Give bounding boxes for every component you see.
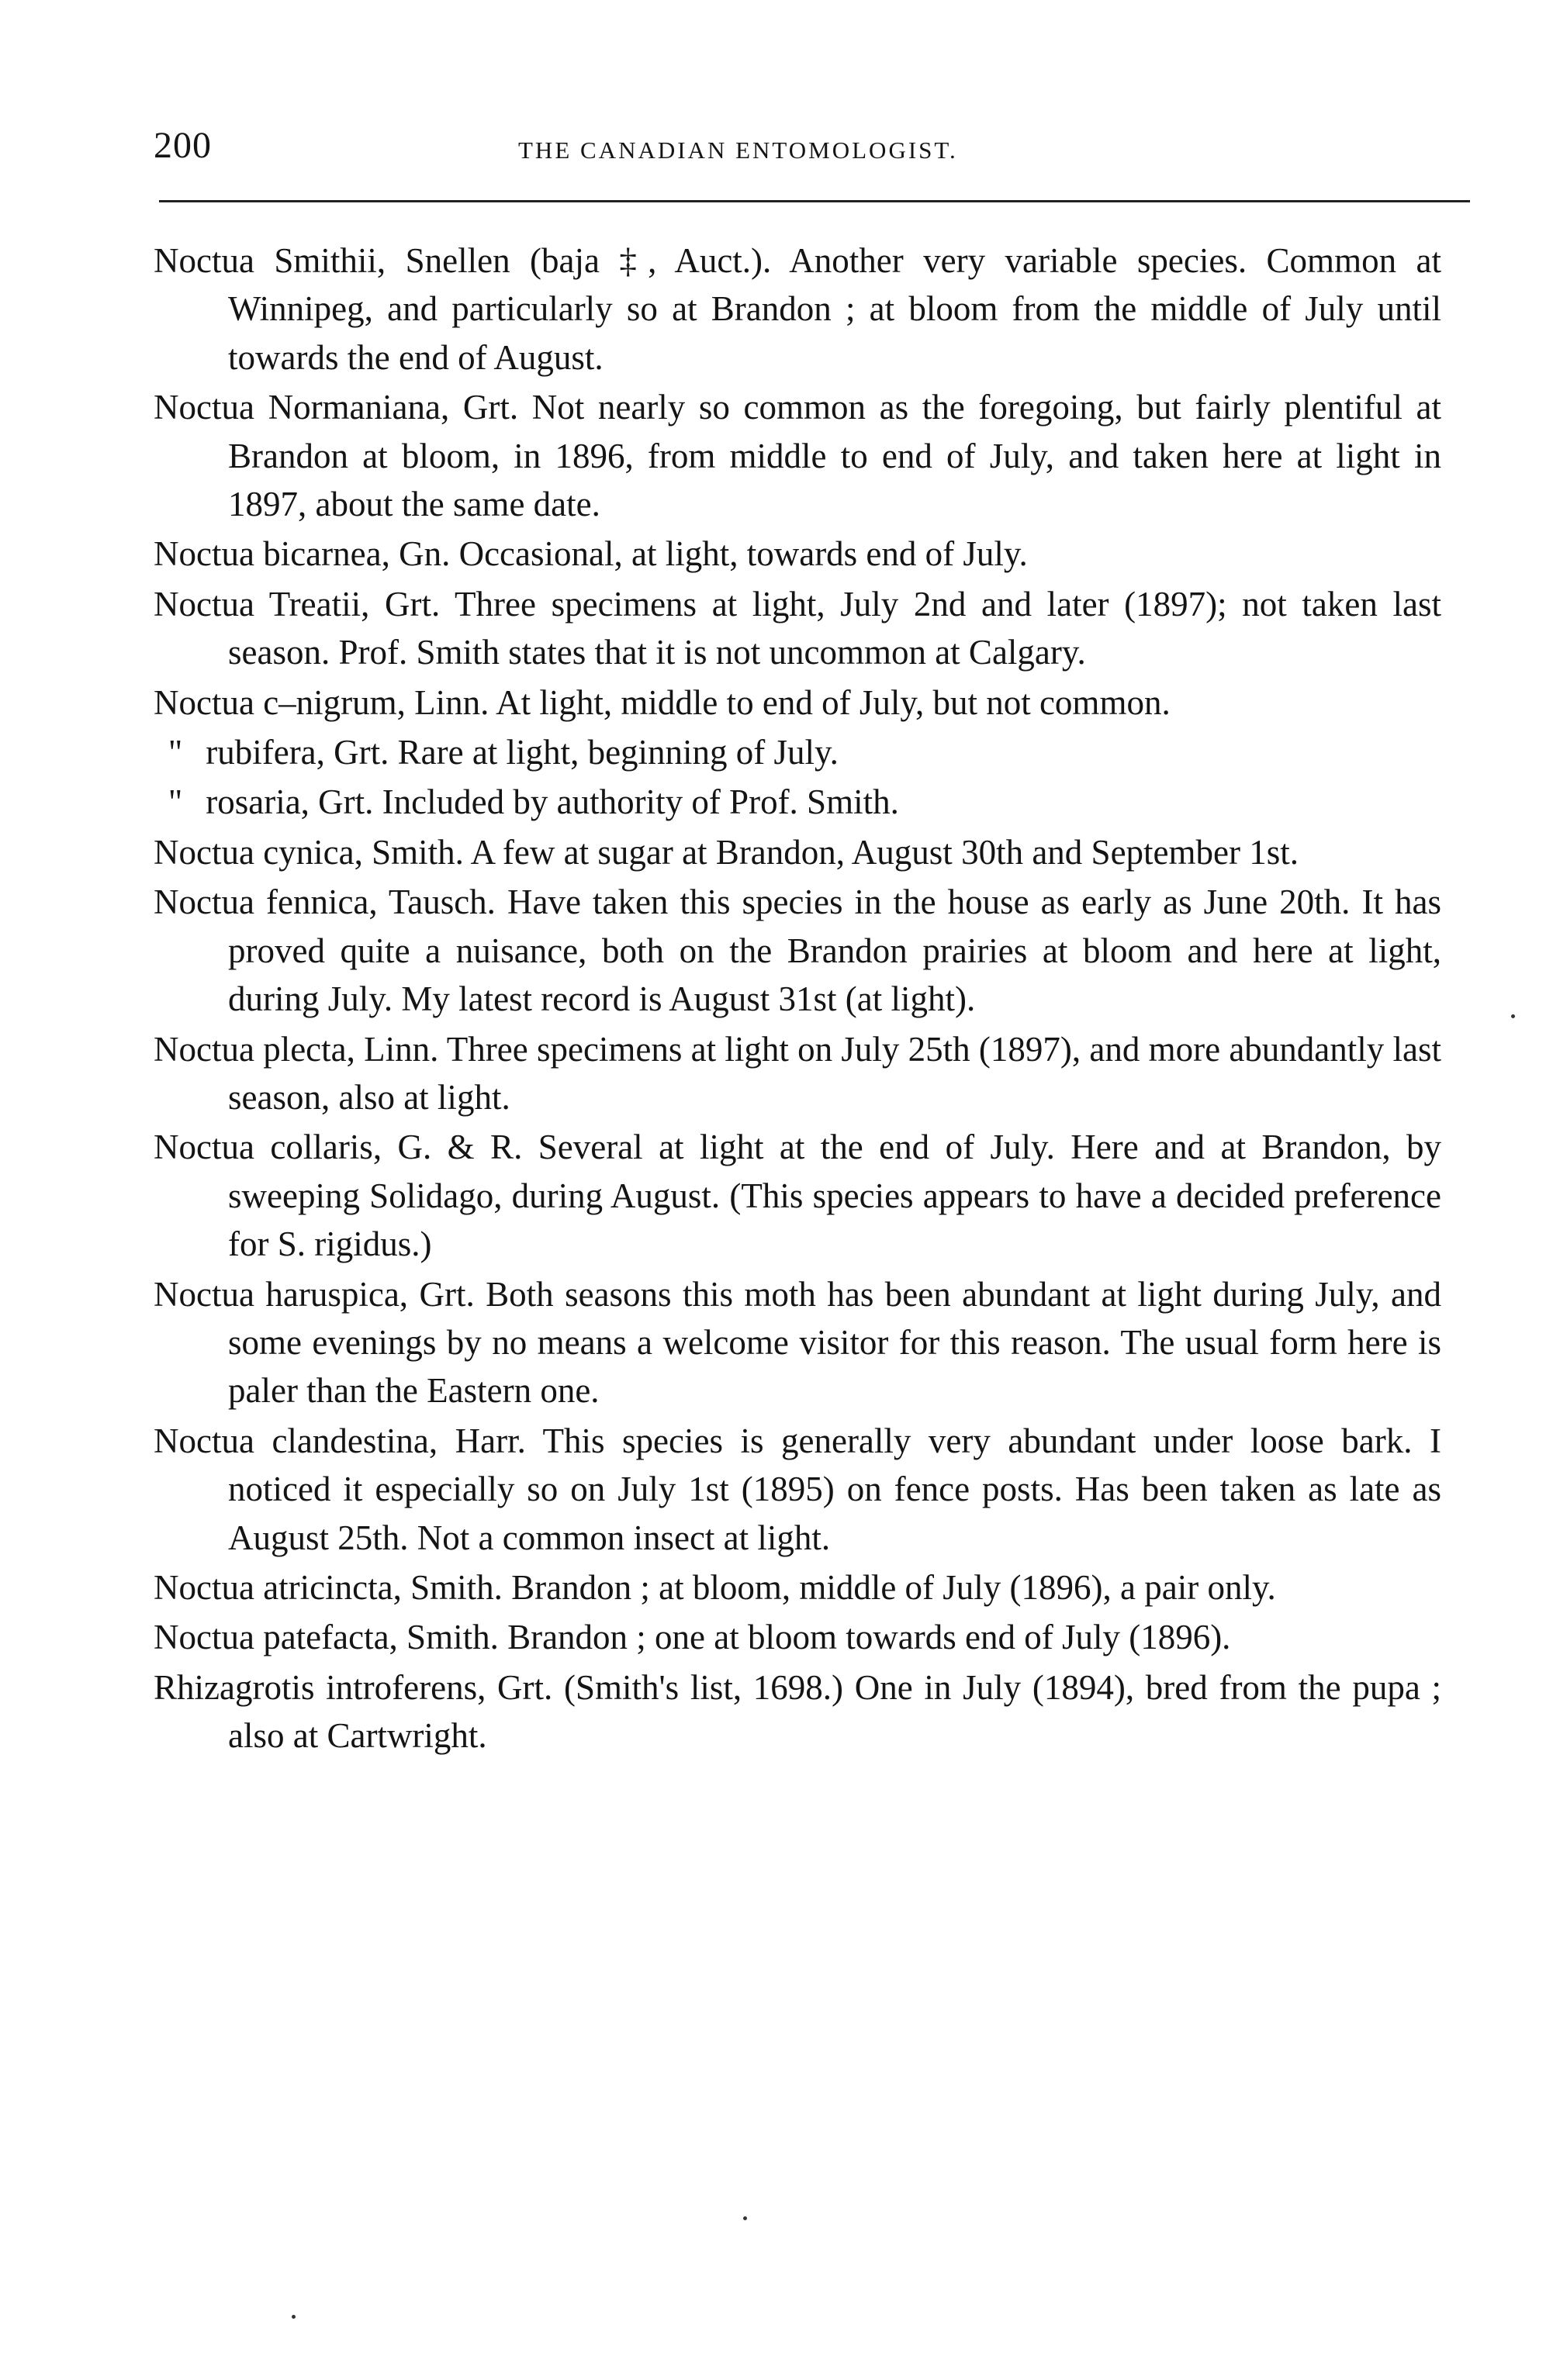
species-entry: Noctua Normaniana, Grt. Not nearly so common as the foregoing, but fairly plentiful at Brandon at bloom, in 1896, from middle to end of July, and taken here at light in 1897, about the same date. [154, 388, 1441, 524]
species-entry-ditto [154, 728, 1441, 776]
species-entry: Noctua clandestina, Harr. This species is generally very abundant under loose bark. I noticed it especially so on July 1st (1895) on fence posts. Has been taken as late as August 25th. Not a common insect at light. [154, 1421, 1441, 1557]
ditto-mark: " [168, 733, 183, 772]
page-header [154, 124, 1472, 171]
page-number: 200 [154, 125, 212, 166]
speck [743, 2216, 747, 2220]
species-entry: Noctua fennica, Tausch. Have taken this species in the house as early as June 20th. It has proved quite a nuisance, both on the Brandon prairies at bloom and here at light, during July. My latest record is August 31st (at light). [154, 883, 1441, 1019]
species-entry: Rhizagrotis introferens, Grt. (Smith's list, 1698.) One in July (1894), bred from the pupa ; also at Cartwright. [154, 1667, 1441, 1756]
species-entry: Noctua c–nigrum, Linn. At light, middle to end of July, but not common. [154, 682, 1171, 722]
species-entry-text: rosaria, Grt. Included by authority of Prof. Smith. [206, 782, 899, 822]
species-entry-ditto [154, 778, 1441, 826]
species-entry: Noctua Smithii, Snellen (baja ‡, Auct.). Another very variable species. Common at Winnipeg, and particularly so at Brandon ; at bloom from the middle of July until towards the end of August. [154, 241, 1441, 377]
species-list [154, 237, 1441, 1762]
species-entry: Noctua Treatii, Grt. Three specimens at light, July 2nd and later (1897); not taken last season. Prof. Smith states that it is not uncommon at Calgary. [154, 584, 1441, 672]
speck [292, 2315, 296, 2319]
species-entry: Noctua cynica, Smith. A few at sugar at Brandon, August 30th and September 1st. [154, 832, 1299, 872]
species-entry: Noctua plecta, Linn. Three specimens at light on July 25th (1897), and more abundantly last season, also at light. [154, 1029, 1442, 1117]
species-entry: Noctua atricincta, Smith. Brandon ; at bloom, middle of July (1896), a pair only. [154, 1567, 1276, 1607]
species-entry: Noctua collaris, G. & R. Several at light at the end of July. Here and at Brandon, by sweeping Solidago, during August. (This species appears to have a decided preference for S. rigidus.) [154, 1128, 1441, 1264]
species-entry: Noctua bicarnea, Gn. Occasional, at light, towards end of July. [154, 534, 1028, 574]
species-entry: Noctua haruspica, Grt. Both seasons this moth has been abundant at light during July, and some evenings by no means a welcome visitor for this reason. The usual form here is paler than the Eastern one. [154, 1274, 1441, 1411]
ditto-mark: " [168, 782, 183, 822]
header-rule [159, 200, 1470, 202]
running-head: THE CANADIAN ENTOMOLOGIST. [518, 136, 958, 164]
speck [1511, 1014, 1515, 1018]
species-entry: Noctua patefacta, Smith. Brandon ; one at bloom towards end of July (1896). [154, 1618, 1231, 1657]
species-entry-text: rubifera, Grt. Rare at light, beginning of July. [206, 733, 839, 772]
